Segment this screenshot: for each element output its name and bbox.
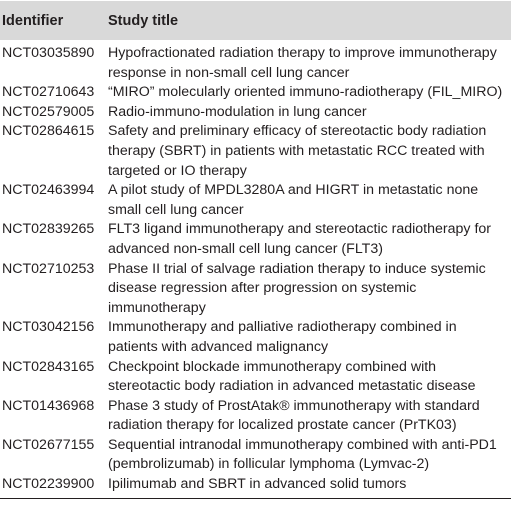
trial-title: Radio-immuno-modulation in lung cancer: [108, 103, 367, 120]
trial-identifier: NCT02710643: [2, 84, 95, 101]
trial-identifier: NCT03035890: [2, 45, 95, 61]
trial-title: Immunotherapy and palliative radiotherapy combined in patients with advanced malignancy: [108, 319, 457, 355]
trial-identifier: NCT02677155: [2, 436, 95, 453]
table-row: [0, 40, 511, 83]
trial-identifier: NCT02864615: [2, 123, 95, 140]
table-row: [0, 436, 511, 475]
table-row: [0, 220, 511, 259]
trial-title: Phase II trial of salvage radiation therapy to induce systemic disease regression after progression on systemic immunotherapy: [108, 260, 486, 316]
trial-identifier: NCT03042156: [2, 319, 95, 336]
table-row: [0, 83, 511, 103]
trial-title: Ipilimumab and SBRT in advanced solid tumors: [104, 475, 511, 498]
trial-title: Safety and preliminary efficacy of stereotactic body radiation therapy (SBRT) in patients with metastatic RCC treated with targeted or IO therapy: [108, 123, 487, 179]
table-row: [0, 475, 511, 498]
table-row: [0, 318, 511, 357]
header-study-title: Study title: [108, 12, 179, 29]
table-row: [0, 103, 511, 123]
table-row: [0, 122, 511, 181]
trial-title: Phase 3 study of ProstAtak® immunotherapy with standard radiation therapy for localized prostate cancer (PrTK03): [108, 397, 480, 434]
table-row: [0, 397, 511, 436]
trial-identifier: NCT02843165: [2, 358, 95, 375]
trial-title: “MIRO” molecularly oriented immuno-radiotherapy (FIL_MIRO): [108, 84, 503, 101]
trial-identifier: NCT02239900: [0, 475, 104, 498]
trial-identifier: NCT02839265: [2, 221, 95, 238]
trial-identifier: NCT02463994: [2, 182, 95, 199]
trial-identifier: NCT01436968: [2, 397, 95, 414]
trial-identifier: NCT02710253: [2, 260, 95, 277]
table-row: [0, 358, 511, 397]
clinical-trials-table: [0, 1, 511, 499]
trial-title: A pilot study of MPDL3280A and HIGRT in metastatic none small cell lung cancer: [108, 182, 479, 218]
trial-identifier: NCT02579005: [2, 103, 95, 120]
header-identifier: Identifier: [2, 12, 64, 29]
trial-title: Sequential intranodal immunotherapy combined with anti-PD1 (pembrolizumab) in follicular lymphoma (Lymvac-2): [108, 436, 497, 473]
table-row: [0, 181, 511, 220]
table-body: [0, 40, 511, 498]
table-row: [0, 260, 511, 319]
trial-title: Checkpoint blockade immunotherapy combined with stereotactic body radiation in advanced metastatic disease: [108, 358, 476, 395]
header-row: [0, 1, 511, 40]
trial-title: Hypofractionated radiation therapy to improve immunotherapy response in non-small cell lung cancer: [108, 45, 497, 81]
trial-title: FLT3 ligand immunotherapy and stereotactic radiotherapy for advanced non-small cell lung cancer (FLT3): [108, 221, 491, 257]
table-header: [0, 1, 511, 40]
